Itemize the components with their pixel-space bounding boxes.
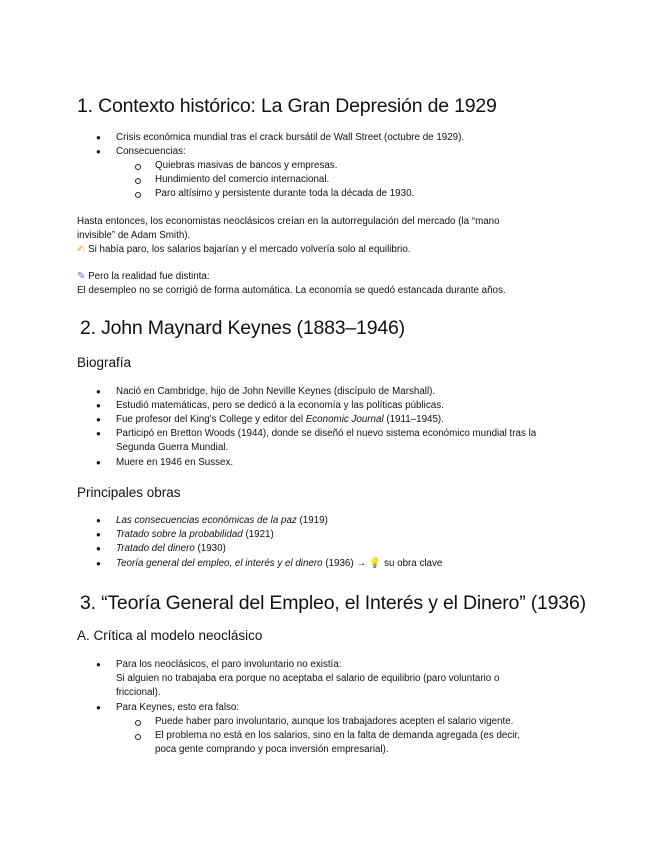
critique-bullet-1b: Si alguien no trabajaba era porque no aceptaba el salario de equilibrio (paro voluntario o	[116, 673, 500, 684]
bullet-icon: ●	[96, 429, 101, 438]
s1-paragraph-1a: Hasta entonces, los economistas neoclásicos creían en la autorregulación del mercado (la “mano	[77, 216, 500, 227]
s1-sub-bullet-3: Paro altísimo y persistente durante toda la década de 1930.	[155, 188, 415, 199]
bio-bullet-4b: Segunda Guerra Mundial.	[116, 442, 229, 453]
work-item-1: Las consecuencias económicas de la paz (1919)	[116, 515, 328, 526]
bio-bullet-1: Nació en Cambridge, hijo de John Neville Keynes (discípulo de Marshall).	[116, 386, 436, 397]
pencil-icon: ✎	[77, 271, 86, 282]
bullet-icon: ●	[96, 559, 101, 568]
circle-bullet-icon	[135, 178, 141, 184]
critique-bullet-1: Para los neoclásicos, el paro involuntario no existía:	[116, 659, 342, 670]
light-bulb-icon: 💡	[368, 558, 382, 569]
critique-bullet-1c: friccional).	[116, 687, 161, 698]
circle-bullet-icon	[135, 734, 141, 740]
bullet-icon: ●	[96, 458, 101, 467]
bullet-icon: ●	[96, 703, 101, 712]
bio-bullet-4a: Participó en Bretton Woods (1944), donde se diseñó el nuevo sistema económico mundial tras la	[116, 428, 537, 439]
bullet-icon: ●	[96, 415, 101, 424]
critique-heading: A. Crítica al modelo neoclásico	[77, 628, 263, 643]
critique-bullet-2: Para Keynes, esto era falso:	[116, 702, 240, 713]
bullet-icon: ●	[96, 660, 101, 669]
bio-bullet-5: Muere en 1946 en Sussex.	[116, 457, 234, 468]
s1-paragraph-2: ✍ Si había paro, los salarios bajarían y el mercado volvería solo al equilibrio.	[77, 244, 411, 255]
works-heading: Principales obras	[77, 485, 181, 500]
s1-paragraph-3: ✎ Pero la realidad fue distinta:	[77, 271, 210, 282]
biography-heading: Biografía	[77, 355, 132, 370]
circle-bullet-icon	[135, 192, 141, 198]
writing-hand-icon: ✍	[77, 244, 86, 255]
s1-sub-bullet-2: Hundimiento del comercio internacional.	[155, 174, 330, 185]
critique-sub-bullet-1: Puede haber paro involuntario, aunque los trabajadores acepten el salario vigente.	[155, 716, 514, 727]
critique-sub-bullet-2a: El problema no está en los salarios, sino en la falta de demanda agregada (es decir,	[155, 730, 520, 741]
s1-paragraph-1b: invisible” de Adam Smith).	[77, 230, 191, 241]
s1-bullet-2: Consecuencias:	[116, 146, 186, 157]
bullet-icon: ●	[96, 133, 101, 142]
s1-bullet-1: Crisis económica mundial tras el crack bursátil de Wall Street (octubre de 1929).	[116, 132, 465, 143]
section-3-title: 3. “Teoría General del Empleo, el Interés y el Dinero” (1936)	[80, 592, 586, 614]
bullet-icon: ●	[96, 401, 101, 410]
bullet-icon: ●	[96, 147, 101, 156]
critique-sub-bullet-2b: poca gente comprando y poca inversión empresarial).	[155, 744, 389, 755]
work-item-2: Tratado sobre la probabilidad (1921)	[116, 529, 274, 540]
section-1-title: 1. Contexto histórico: La Gran Depresión de 1929	[77, 95, 497, 117]
s1-paragraph-4: El desempleo no se corrigió de forma automática. La economía se quedó estancada durante años.	[77, 285, 506, 296]
bullet-icon: ●	[96, 387, 101, 396]
bullet-icon: ●	[96, 544, 101, 553]
work-item-4: Teoría general del empleo, el interés y el dinero (1936) → 💡 su obra clave	[116, 558, 443, 569]
section-2-title: 2. John Maynard Keynes (1883–1946)	[80, 317, 405, 339]
s1-sub-bullet-1: Quiebras masivas de bancos y empresas.	[155, 160, 338, 171]
work-item-3: Tratado del dinero (1930)	[116, 543, 226, 554]
bio-bullet-2: Estudió matemáticas, pero se dedicó a la economía y las políticas públicas.	[116, 400, 444, 411]
bullet-icon: ●	[96, 516, 101, 525]
bullet-icon: ●	[96, 530, 101, 539]
circle-bullet-icon	[135, 164, 141, 170]
bio-bullet-3: Fue profesor del King's College y editor del Economic Journal (1911–1945).	[116, 414, 444, 425]
circle-bullet-icon	[135, 720, 141, 726]
